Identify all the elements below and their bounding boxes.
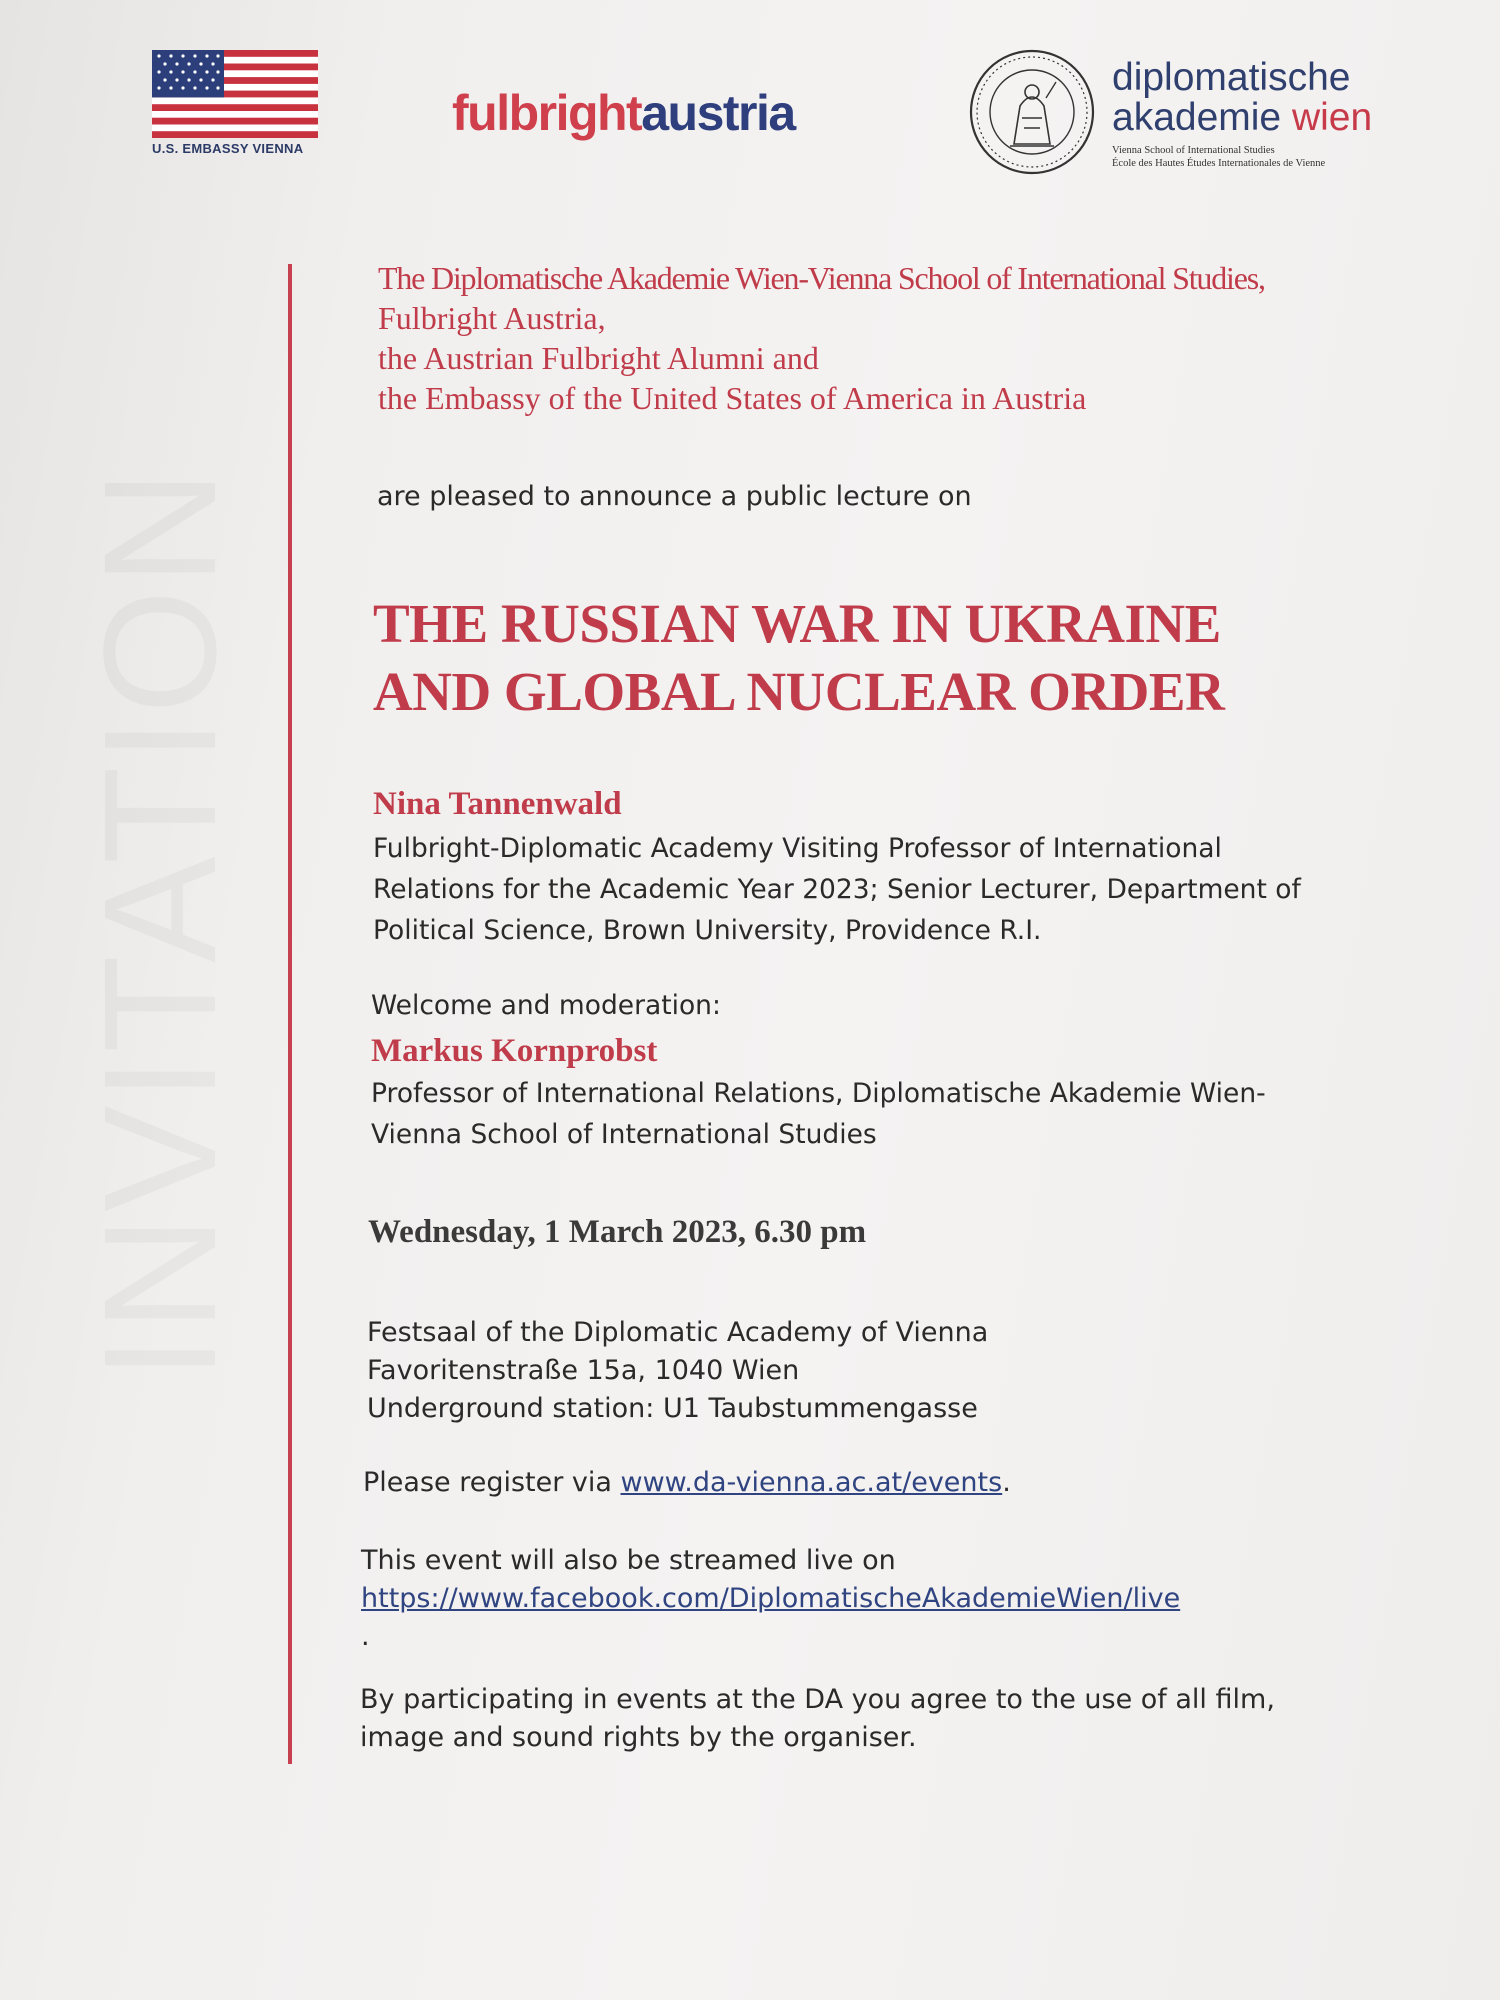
registration-text [363,1466,1011,1500]
da-logo-subtitle-en: Vienna School of International Studies [1112,145,1275,156]
invitation-watermark [80,740,240,1380]
moderation-label: Welcome and moderation: [371,990,721,1021]
fulbright-austria-logo [452,85,795,141]
da-logo-subtitle-fr: École des Hautes Études Internationales de Vienne [1112,158,1326,169]
organiser-line: the Austrian Fulbright Alumni and [378,340,819,376]
speaker-name: Nina Tannenwald [373,786,622,822]
da-logo-akademie: akademie [1112,96,1292,139]
venue-block [367,1314,988,1428]
organiser-line: The Diplomatische Akademie Wien-Vienna School of International Studies, [378,260,1265,296]
da-logo-wien: wien [1291,96,1373,139]
us-embassy-logo [152,50,320,156]
registration-suffix: . [1002,1467,1011,1498]
moderator-name: Markus Kornprobst [371,1033,658,1069]
venue-line: Festsaal of the Diplomatic Academy of Vienna [367,1317,989,1348]
organiser-line: Fulbright Austria, [378,300,606,336]
diplomatische-akademie-logo [1112,58,1372,170]
organisers-block [378,258,1265,418]
speaker-role-line: Political Science, Brown University, Providence R.I. [373,915,1042,946]
speaker-role [373,828,1301,951]
moderator-role [371,1073,1266,1155]
embassy-caption: U.S. EMBASSY VIENNA [152,141,304,156]
stream-suffix: . [361,1621,370,1652]
lecture-title [373,590,1224,726]
stream-intro: This event will also be streamed live on [361,1545,896,1576]
vertical-divider [288,264,292,1764]
registration-link[interactable]: www.da-vienna.ac.at/events [620,1467,1003,1498]
consent-line: image and sound rights by the organiser. [360,1722,917,1753]
stream-link-line [361,1580,1180,1656]
organiser-line: the Embassy of the United States of America in Austria [378,380,1087,416]
fulbright-logo-word-2: austria [641,85,795,141]
venue-line: Underground station: U1 Taubstummengasse [367,1393,978,1424]
moderator-role-line: Professor of International Relations, Diplomatische Akademie Wien- [371,1078,1266,1109]
registration-prefix: Please register via [363,1467,621,1498]
fulbright-logo-word-1: fulbright [452,85,642,141]
da-logo-line-2 [1112,98,1372,138]
speaker-role-line: Fulbright-Diplomatic Academy Visiting Professor of International [373,833,1222,864]
lecture-title-line: THE RUSSIAN WAR IN UKRAINE [373,593,1221,654]
da-logo-line-1: diplomatische [1112,56,1351,99]
event-date: Wednesday, 1 March 2023, 6.30 pm [368,1214,867,1250]
lecture-title-line: AND GLOBAL NUCLEAR ORDER [373,661,1225,722]
consent-line: By participating in events at the DA you agree to the use of all film, [360,1684,1275,1715]
facebook-live-link[interactable]: https://www.facebook.com/DiplomatischeAkademieWien/live [361,1583,1181,1614]
us-flag-icon [152,50,318,138]
stream-text [361,1542,1180,1656]
speaker-role-line: Relations for the Academic Year 2023; Senior Lecturer, Department of [373,874,1301,905]
moderator-role-line: Vienna School of International Studies [371,1119,877,1150]
diplomatic-academy-seal-icon [968,48,1096,176]
venue-line: Favoritenstraße 15a, 1040 Wien [367,1355,800,1386]
announcement-text: are pleased to announce a public lecture on [377,481,972,512]
consent-notice [360,1681,1275,1757]
